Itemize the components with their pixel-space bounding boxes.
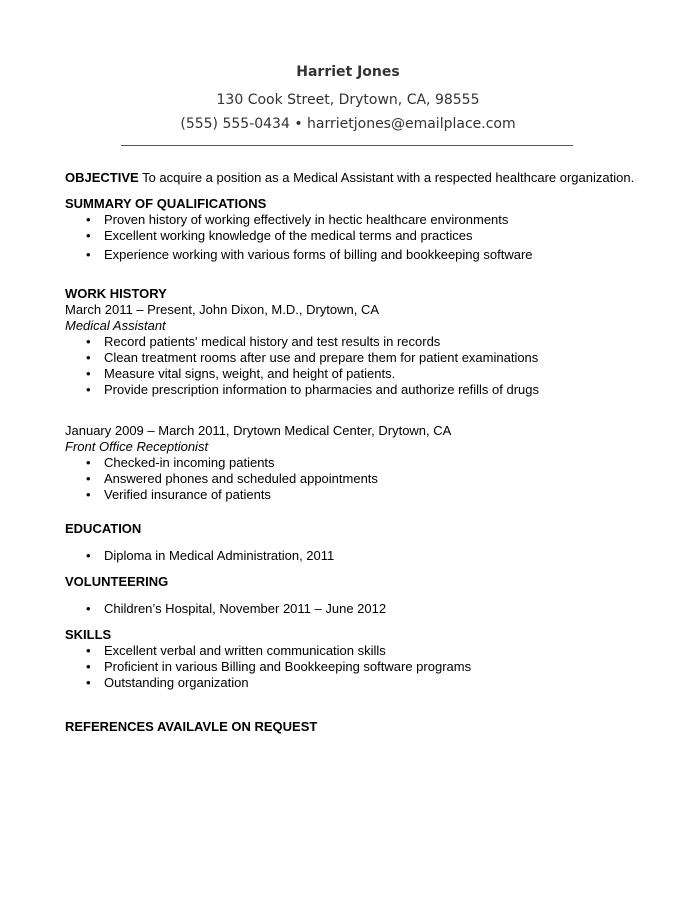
skills-heading: SKILLS	[65, 627, 112, 642]
list-item: • Proficient in various Billing and Bookkeeping software programs	[86, 659, 472, 674]
resume-contact: (555) 555-0434 • harrietjones@emailplace.com	[180, 116, 516, 132]
volunteering-list-wrap	[65, 601, 655, 617]
list-item: • Outstanding organization	[86, 675, 249, 690]
job-1-duties	[65, 334, 655, 398]
list-item: • Experience working with various forms of billing and bookkeeping software	[86, 247, 533, 262]
skills-list	[65, 643, 655, 691]
bullet-icon: •	[86, 471, 91, 486]
qualifications-heading: SUMMARY OF QUALIFICATIONS	[65, 196, 267, 211]
objective-section	[65, 170, 655, 186]
list-item: • Verified insurance of patients	[86, 487, 271, 502]
bullet-icon: •	[86, 659, 91, 674]
job-2-duties	[65, 455, 655, 503]
references-text: REFERENCES AVAILAVLE ON REQUEST	[65, 719, 318, 734]
work-history-section	[65, 286, 655, 398]
list-item: • Clean treatment rooms after use and prepare them for patient examinations	[86, 350, 539, 365]
bullet-icon: •	[86, 487, 91, 502]
list-item: • Excellent working knowledge of the medical terms and practices	[86, 228, 473, 243]
education-heading: EDUCATION	[65, 521, 142, 536]
objective-label: OBJECTIVE	[65, 170, 139, 185]
bullet-icon: •	[86, 228, 91, 243]
resume-address: 130 Cook Street, Drytown, CA, 98555	[216, 92, 480, 108]
education-list	[65, 548, 655, 564]
references-section	[65, 719, 655, 735]
resume-name: Harriet Jones	[296, 64, 400, 80]
job-1-line: March 2011 – Present, John Dixon, M.D., Drytown, CA	[65, 302, 380, 317]
list-item: • Answered phones and scheduled appointments	[86, 471, 378, 486]
qualifications-section	[65, 196, 655, 263]
bullet-icon: •	[86, 212, 91, 227]
skills-section	[65, 627, 655, 691]
list-item: • Record patients' medical history and test results in records	[86, 334, 441, 349]
header-divider	[121, 145, 573, 146]
list-item: • Children’s Hospital, November 2011 – June 2012	[86, 601, 387, 616]
bullet-icon: •	[86, 382, 91, 397]
volunteering-section	[65, 574, 655, 590]
list-item: • Measure vital signs, weight, and height of patients.	[86, 366, 396, 381]
job-2-line: January 2009 – March 2011, Drytown Medical Center, Drytown, CA	[65, 423, 452, 438]
job-1-title: Medical Assistant	[65, 318, 166, 333]
education-list-wrap	[65, 548, 655, 564]
list-item: • Provide prescription information to pharmacies and authorize refills of drugs	[86, 382, 539, 397]
bullet-icon: •	[86, 675, 91, 690]
bullet-icon: •	[86, 350, 91, 365]
qualifications-list	[65, 212, 655, 263]
list-item: • Excellent verbal and written communication skills	[86, 643, 386, 658]
list-item: • Proven history of working effectively in hectic healthcare environments	[86, 212, 509, 227]
volunteering-heading: VOLUNTEERING	[65, 574, 169, 589]
job-2-title: Front Office Receptionist	[65, 439, 209, 454]
objective-text: To acquire a position as a Medical Assistant with a respected healthcare organization.	[138, 170, 635, 185]
list-item: • Checked-in incoming patients	[86, 455, 275, 470]
bullet-icon: •	[86, 601, 91, 616]
education-section	[65, 521, 655, 537]
bullet-icon: •	[86, 455, 91, 470]
bullet-icon: •	[86, 366, 91, 381]
bullet-icon: •	[86, 247, 91, 262]
work-history-heading: WORK HISTORY	[65, 286, 167, 301]
volunteering-list	[65, 601, 655, 617]
list-item: • Diploma in Medical Administration, 2011	[86, 548, 335, 563]
bullet-icon: •	[86, 334, 91, 349]
bullet-icon: •	[86, 643, 91, 658]
bullet-icon: •	[86, 548, 91, 563]
job-2-section	[65, 423, 655, 503]
